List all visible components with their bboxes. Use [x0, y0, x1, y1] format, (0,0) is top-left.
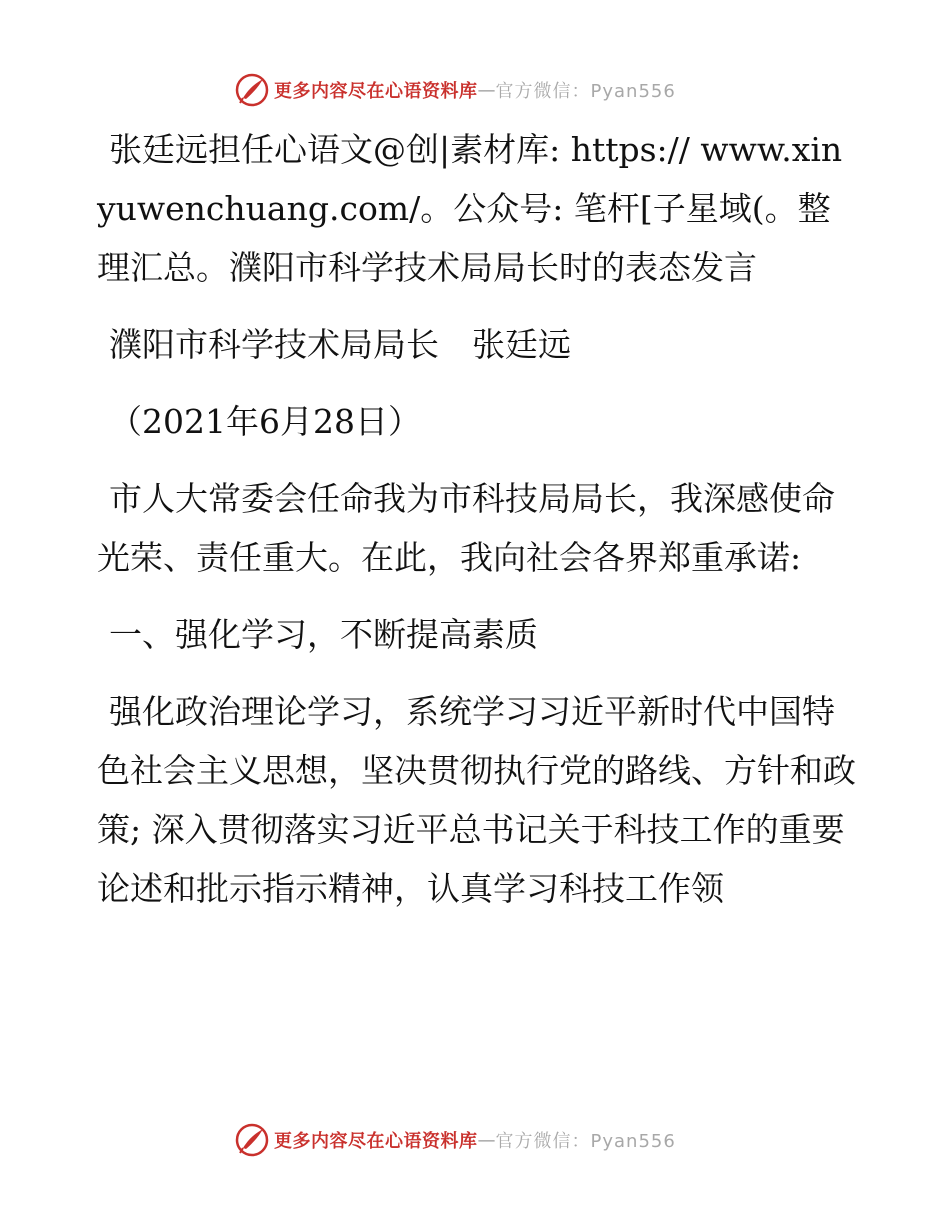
header-banner: [234, 70, 676, 110]
banner-separator: —: [477, 1129, 496, 1151]
banner-title: 更多内容尽在心语资料库: [274, 81, 478, 102]
feather-pen-logo-icon: [234, 72, 270, 108]
intro-paragraph: 张廷远担任心语文@创|素材库: https:// www.xinyuwenchuang.com/。公众号: 笔杆[子星域(。整理汇总。濮阳市科学技术局局长时的表态发言: [97, 130, 843, 287]
footer-banner: [234, 1120, 676, 1160]
document-body: [97, 120, 857, 936]
author-line: 濮阳市科学技术局局长 张廷远: [109, 325, 571, 364]
banner-contact: 官方微信：Pyan556: [495, 1131, 676, 1152]
banner-separator: —: [477, 79, 496, 101]
section-heading-1: 一、强化学习，不断提高素质: [109, 615, 538, 654]
body-paragraph-2: 强化政治理论学习，系统学习习近平新时代中国特色社会主义思想，坚决贯彻执行党的路线、方针和政策; 深入贯彻落实习近平总书记关于科技工作的重要论述和批示指示精神，认真学习科技工作领: [97, 692, 856, 908]
date-line: （2021年6月28日）: [109, 402, 421, 441]
feather-pen-logo-icon: [234, 1122, 270, 1158]
banner-contact: 官方微信：Pyan556: [495, 81, 676, 102]
banner-title: 更多内容尽在心语资料库: [274, 1131, 478, 1152]
body-paragraph-1: 市人大常委会任命我为市科技局局长，我深感使命光荣、责任重大。在此，我向社会各界郑重承诺:: [97, 479, 835, 577]
